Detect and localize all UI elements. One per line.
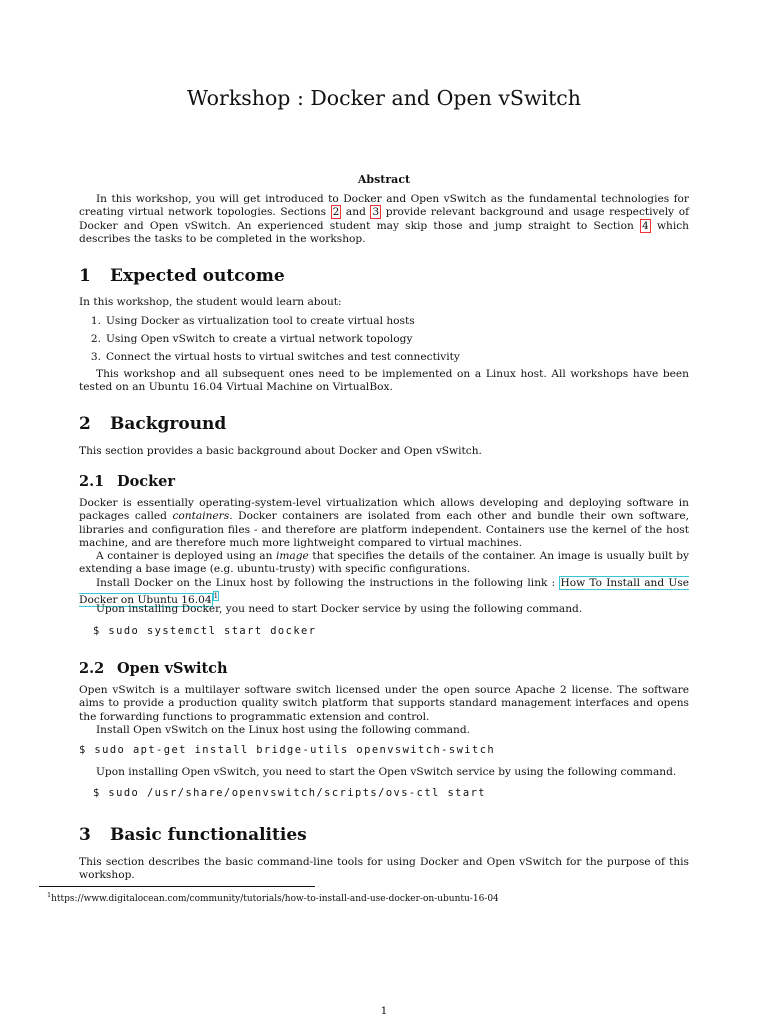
footnote-url[interactable]: https://www.digitalocean.com/community/tutorials/how-to-install-and-use-docker-on-ubuntu-16-04: [51, 894, 499, 904]
section-title: Basic functionalities: [110, 825, 307, 845]
paragraph-text: that specifies the details of the container. An image is usually built by extending a base image (e.g. ubuntu-trusty) with specific configurations.: [79, 550, 689, 576]
docker-install-link[interactable]: How To Install and Use Docker on Ubuntu 16.04: [79, 577, 689, 606]
section-number: 3: [79, 825, 91, 845]
ovs-paragraph-3: Upon installing Open vSwitch, you need to start the Open vSwitch service by using the following command.: [96, 766, 677, 778]
subsection-2-2-heading: [79, 660, 228, 677]
subsection-title: Open vSwitch: [117, 660, 228, 677]
subsection-number: 2.2: [79, 660, 105, 677]
ovs-paragraph-1: Open vSwitch is a multilayer software switch licensed under the open source Apache 2 license. The software aims to provide a production quality switch platform that supports standard management interfaces and opens the forwarding functions to programmatic extension and control.: [79, 684, 689, 723]
docker-paragraph-1: [79, 497, 689, 550]
list-marker: 1.: [90, 315, 101, 327]
section-title: Expected outcome: [110, 266, 285, 286]
emphasis-text: containers: [172, 510, 230, 523]
list-item-text: Connect the virtual hosts to virtual switches and test connectivity: [106, 351, 460, 363]
section-2-link[interactable]: 2: [332, 206, 340, 219]
footnote-1: [47, 891, 499, 904]
list-item: [79, 333, 689, 351]
outcome-list: [79, 315, 689, 369]
footnote-marker: 1: [47, 891, 52, 899]
section-1-intro: In this workshop, the student would learn about:: [79, 296, 342, 308]
code-start-docker: $ sudo systemctl start docker: [93, 625, 317, 637]
footnote-1-link[interactable]: 1: [213, 592, 219, 601]
abstract-text: provide relevant background and usage respectively of Docker and Open vSwitch. An experienced student may skip those and jump straight to Section: [79, 206, 689, 232]
abstract-text: and: [341, 206, 371, 219]
section-1-note: This workshop and all subsequent ones need to be implemented on a Linux host. All workshops have been tested on an Ubuntu 16.04 Virtual Machine on VirtualBox.: [79, 368, 689, 394]
paragraph-text: Docker is essentially operating-system-level virtualization which allows developing and deploying software in packages called: [79, 497, 689, 523]
list-item-text: Using Docker as virtualization tool to create virtual hosts: [106, 315, 415, 327]
code-install-ovs: $ sudo apt-get install bridge-utils openvswitch-switch: [79, 744, 496, 756]
document-title: Workshop : Docker and Open vSwitch: [187, 86, 581, 110]
abstract-paragraph: [79, 193, 689, 246]
abstract-heading: Abstract: [357, 173, 411, 186]
paragraph-text: Install Docker on the Linux host by following the instructions in the following link :: [96, 577, 560, 589]
subsection-number: 2.1: [79, 473, 105, 490]
docker-paragraph-4: Upon installing Docker, you need to start Docker service by using the following command.: [96, 603, 583, 615]
footnote-divider: [39, 886, 315, 887]
abstract-text: which describes the tasks to be completed in the workshop.: [79, 219, 689, 245]
list-item: [79, 351, 689, 369]
code-start-ovs: $ sudo /usr/share/openvswitch/scripts/ovs-ctl start: [93, 787, 486, 799]
abstract-text: In this workshop, you will get introduced to Docker and Open vSwitch as the fundamental technologies for creating virtual network topologies. Sections: [79, 193, 689, 219]
paragraph-text: A container is deployed using an: [96, 550, 276, 562]
section-number: 2: [79, 414, 91, 434]
list-item-text: Using Open vSwitch to create a virtual network topology: [106, 333, 413, 345]
section-title: Background: [110, 414, 227, 434]
section-1-heading: [79, 266, 285, 286]
ovs-paragraph-2: Install Open vSwitch on the Linux host using the following command.: [96, 724, 471, 736]
section-3-intro: This section describes the basic command-line tools for using Docker and Open vSwitch for the purpose of this workshop.: [79, 856, 689, 882]
page-number: 1: [380, 1005, 388, 1017]
section-2-heading: [79, 414, 226, 434]
subsection-2-1-heading: [79, 473, 175, 490]
list-marker: 2.: [90, 333, 101, 345]
section-3-heading: [79, 825, 307, 845]
section-4-link[interactable]: 4: [641, 219, 649, 232]
emphasis-text: image: [275, 550, 309, 562]
subsection-title: Docker: [117, 473, 175, 490]
list-item: [79, 315, 689, 333]
list-marker: 3.: [90, 351, 101, 363]
paragraph-text: . Docker containers are isolated from each other and bundle their own software, libraries and configuration files - and therefore are platform independent. Containers use the kernel of the host machine, and are therefore much more lightweight compared to virtual machines.: [79, 510, 689, 549]
section-number: 1: [79, 266, 91, 286]
docker-paragraph-2: [79, 550, 689, 577]
section-3-link[interactable]: 3: [372, 206, 380, 219]
section-2-intro: This section provides a basic background about Docker and Open vSwitch.: [79, 445, 482, 457]
